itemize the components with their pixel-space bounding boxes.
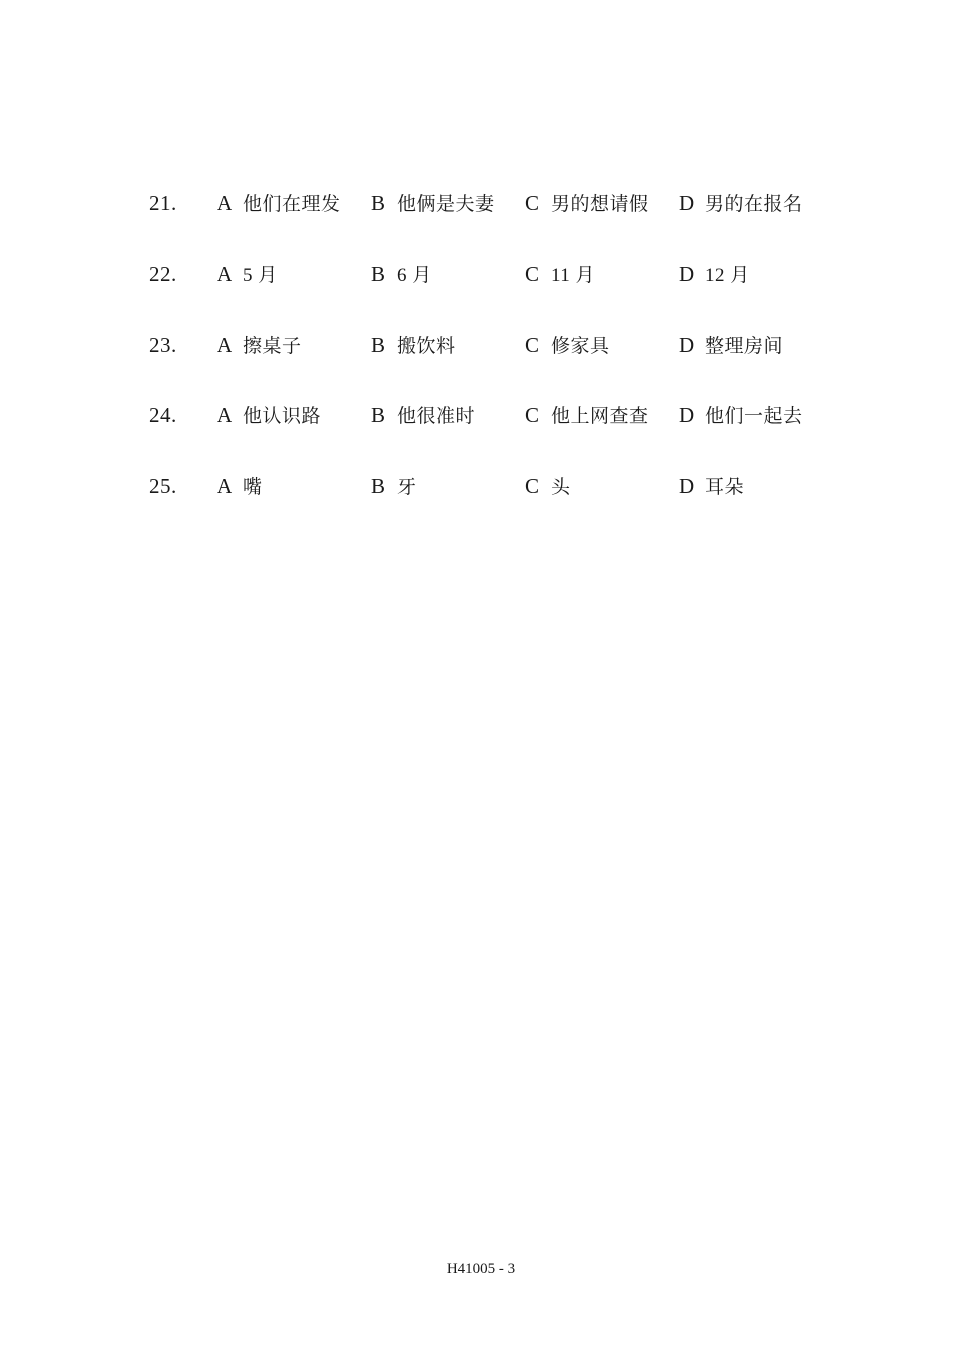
question-24	[0, 400, 960, 430]
option-letter: C	[525, 474, 540, 498]
option-c	[525, 188, 649, 221]
option-a	[217, 471, 263, 504]
option-d	[679, 330, 783, 363]
page-footer	[0, 1259, 960, 1279]
option-text: 嘴	[243, 477, 263, 498]
option-text: 他们在理发	[243, 194, 341, 215]
option-letter: A	[217, 333, 233, 357]
option-text: 6 月	[397, 265, 432, 286]
option-letter: B	[371, 262, 386, 286]
option-text: 他们一起去	[705, 406, 803, 427]
option-text: 牙	[397, 477, 417, 498]
question-number: 23.	[149, 333, 177, 357]
option-text: 修家具	[551, 336, 610, 357]
option-a	[217, 330, 302, 363]
option-a	[217, 188, 341, 221]
option-text: 他很准时	[397, 406, 476, 427]
option-b	[371, 400, 475, 433]
option-b	[371, 330, 456, 363]
option-letter: D	[679, 403, 695, 427]
option-letter: B	[371, 403, 386, 427]
option-text: 头	[551, 477, 571, 498]
option-text: 耳朵	[705, 477, 745, 498]
option-text: 他上网查查	[551, 406, 649, 427]
option-letter: A	[217, 403, 233, 427]
option-letter: A	[217, 474, 233, 498]
question-number: 25.	[149, 474, 177, 498]
option-letter: B	[371, 474, 386, 498]
option-letter: C	[525, 262, 540, 286]
option-d	[679, 259, 750, 292]
option-b	[371, 188, 495, 221]
option-c	[525, 471, 571, 504]
option-text: 12 月	[705, 265, 750, 286]
option-letter: C	[525, 191, 540, 215]
option-c	[525, 330, 610, 363]
option-letter: D	[679, 191, 695, 215]
option-c	[525, 400, 649, 433]
option-text: 男的在报名	[705, 194, 803, 215]
option-letter: C	[525, 403, 540, 427]
option-a	[217, 400, 321, 433]
option-letter: B	[371, 333, 386, 357]
option-b	[371, 259, 432, 292]
option-a	[217, 259, 278, 292]
option-text: 男的想请假	[551, 194, 649, 215]
option-text: 擦桌子	[243, 336, 302, 357]
page-number-label: H41005 - 3	[446, 1261, 516, 1277]
option-letter: A	[217, 262, 233, 286]
option-letter: B	[371, 191, 386, 215]
option-text: 11 月	[551, 265, 596, 286]
option-letter: A	[217, 191, 233, 215]
question-21	[0, 188, 960, 218]
option-text: 5 月	[243, 265, 278, 286]
option-b	[371, 471, 417, 504]
question-number: 21.	[149, 191, 177, 215]
option-text: 整理房间	[705, 336, 784, 357]
option-c	[525, 259, 595, 292]
option-d	[679, 400, 803, 433]
option-d	[679, 188, 803, 221]
option-d	[679, 471, 744, 504]
question-23	[0, 330, 960, 360]
option-text: 他俩是夫妻	[397, 194, 495, 215]
option-text: 他认识路	[243, 406, 322, 427]
question-22	[0, 259, 960, 289]
option-letter: C	[525, 333, 540, 357]
option-letter: D	[679, 333, 695, 357]
question-25	[0, 471, 960, 501]
question-number: 22.	[149, 262, 177, 286]
question-number: 24.	[149, 403, 177, 427]
option-letter: D	[679, 262, 695, 286]
option-text: 搬饮料	[397, 336, 456, 357]
option-letter: D	[679, 474, 695, 498]
